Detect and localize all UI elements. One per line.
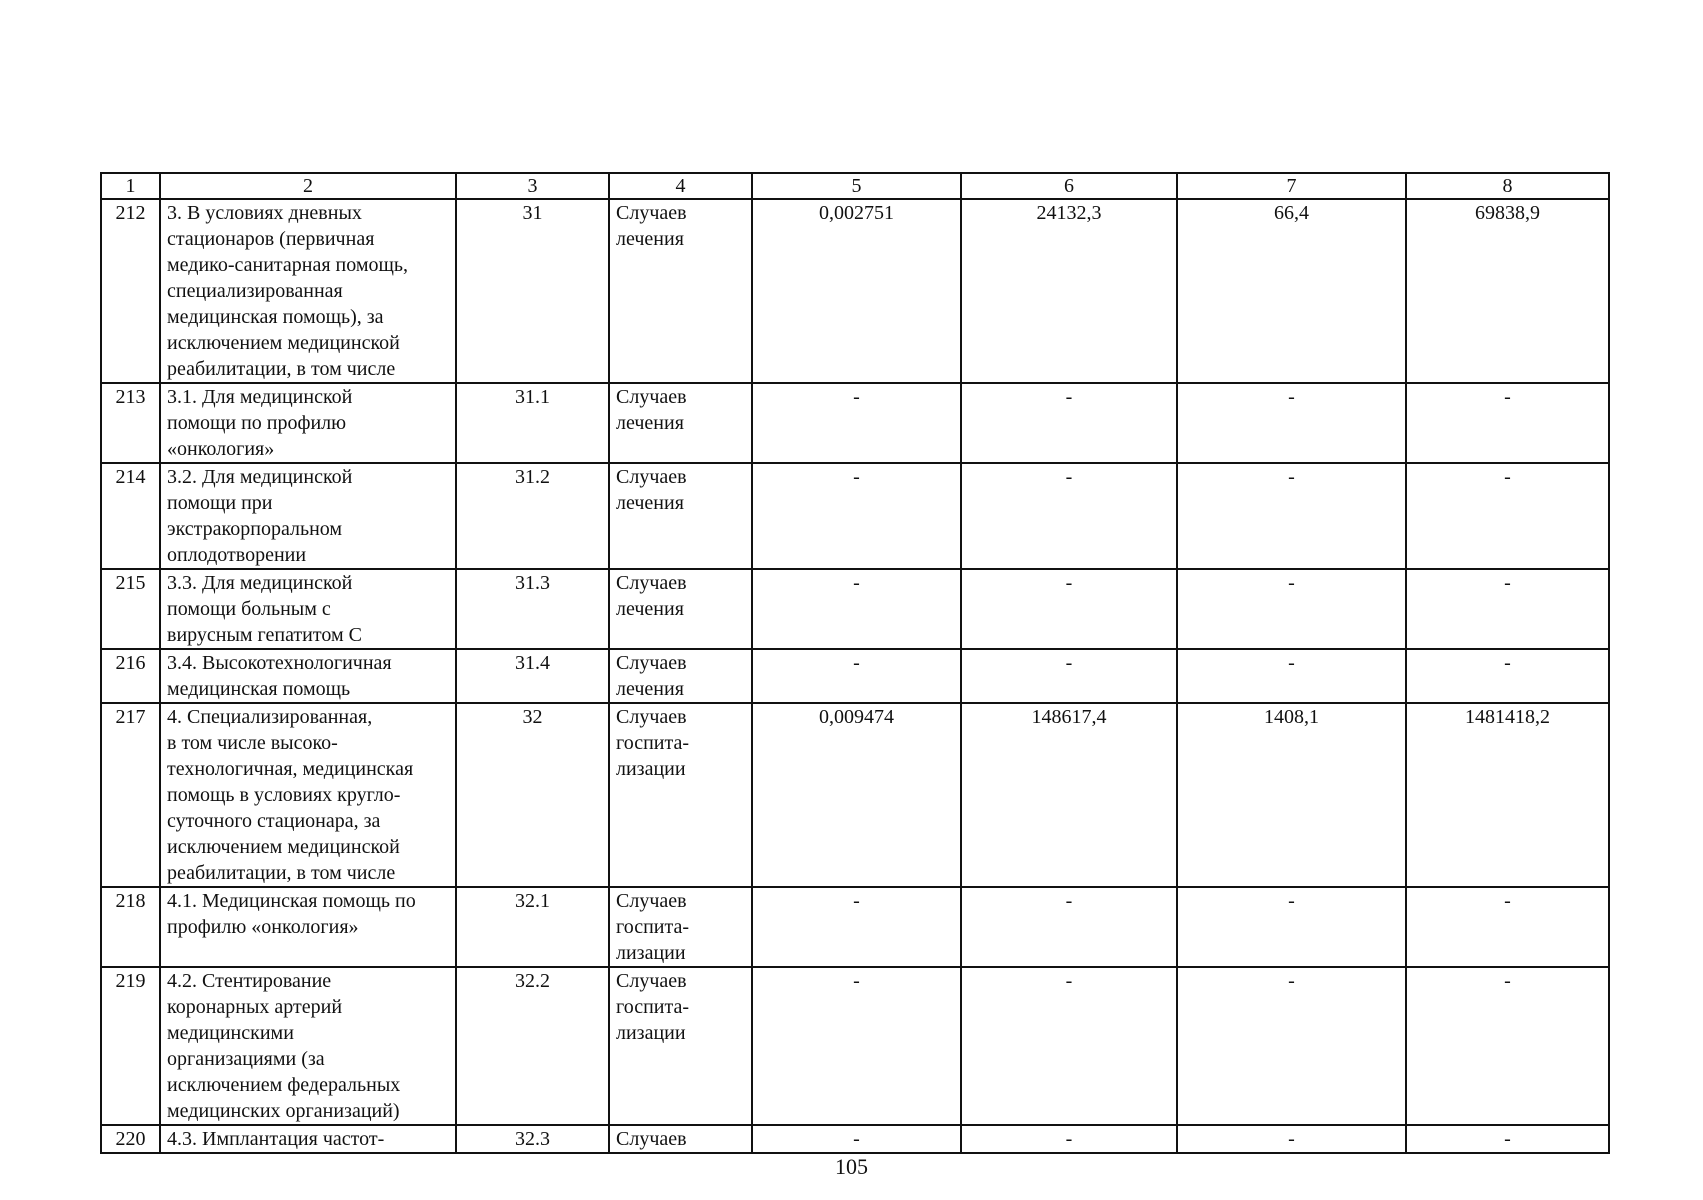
indicator-name-line: медицинская помощь: [167, 678, 351, 700]
value-cell-col7: -: [1177, 649, 1406, 703]
unit-line: лечения: [616, 412, 684, 434]
unit-cell: [609, 383, 752, 463]
table-row: [101, 199, 1609, 383]
indicator-name-line: 3.4. Высокотехнологичная: [167, 652, 392, 674]
table-header-row: [101, 173, 1609, 199]
unit-line: Случаев: [616, 572, 687, 594]
unit-line: Случаев: [616, 386, 687, 408]
unit-cell: [609, 569, 752, 649]
indicator-name-line: технологичная, медицинская: [167, 758, 414, 780]
value-cell-col8: -: [1406, 967, 1609, 1125]
unit-line: лизации: [616, 942, 686, 964]
value-cell-col6: 148617,4: [961, 703, 1177, 887]
column-header-6: 6: [961, 173, 1177, 199]
unit-line: лизации: [616, 1022, 686, 1044]
indicator-name-line: 4.1. Медицинская помощь по: [167, 890, 416, 912]
value-cell-col8: -: [1406, 569, 1609, 649]
table-row: [101, 887, 1609, 967]
value-cell-col5: 0,002751: [752, 199, 961, 383]
table-body: [101, 173, 1609, 1153]
indicator-name-cell: [160, 887, 456, 967]
indicator-name-line: помощь в условиях кругло-: [167, 784, 401, 806]
value-cell-col5: -: [752, 649, 961, 703]
unit-line: Случаев: [616, 652, 687, 674]
value-cell-col5: -: [752, 569, 961, 649]
value-cell-col6: -: [961, 463, 1177, 569]
indicator-name-cell: [160, 649, 456, 703]
indicator-name-line: медицинских организаций): [167, 1100, 400, 1122]
indicator-name-line: исключением медицинской: [167, 332, 400, 354]
column-header-7: 7: [1177, 173, 1406, 199]
value-cell-col6: -: [961, 569, 1177, 649]
indicator-name-line: помощи при: [167, 492, 273, 514]
value-cell-col6: -: [961, 967, 1177, 1125]
value-cell-col8: -: [1406, 1125, 1609, 1153]
indicator-name-line: в том числе высоко-: [167, 732, 338, 754]
row-number-cell: 218: [101, 887, 160, 967]
indicator-name-line: 3.3. Для медицинской: [167, 572, 353, 594]
unit-line: лечения: [616, 228, 684, 250]
unit-line: Случаев: [616, 202, 687, 224]
value-cell-col8: 69838,9: [1406, 199, 1609, 383]
indicator-name-line: 3.1. Для медицинской: [167, 386, 353, 408]
value-cell-col7: -: [1177, 569, 1406, 649]
row-number-cell: 213: [101, 383, 160, 463]
value-cell-col5: -: [752, 383, 961, 463]
row-number-cell: 212: [101, 199, 160, 383]
unit-line: Случаев: [616, 706, 687, 728]
value-cell-col6: 24132,3: [961, 199, 1177, 383]
unit-line: Случаев: [616, 1128, 687, 1150]
value-cell-col6: -: [961, 1125, 1177, 1153]
column-header-4: 4: [609, 173, 752, 199]
value-cell-col6: -: [961, 887, 1177, 967]
value-cell-col7: 66,4: [1177, 199, 1406, 383]
indicator-name-line: медицинскими: [167, 1022, 294, 1044]
unit-line: лечения: [616, 678, 684, 700]
row-number-cell: 217: [101, 703, 160, 887]
unit-line: госпита-: [616, 916, 690, 938]
unit-cell: [609, 967, 752, 1125]
indicator-name-cell: [160, 463, 456, 569]
row-code-cell: 32: [456, 703, 609, 887]
indicator-name-line: реабилитации, в том числе: [167, 358, 396, 380]
indicator-name-line: медико-санитарная помощь,: [167, 254, 409, 276]
unit-line: госпита-: [616, 732, 690, 754]
indicator-name-line: помощи по профилю: [167, 412, 347, 434]
indicator-name-line: вирусным гепатитом С: [167, 624, 362, 646]
indicator-name-line: помощи больным с: [167, 598, 331, 620]
unit-cell: [609, 703, 752, 887]
indicator-name-cell: [160, 967, 456, 1125]
value-cell-col7: 1408,1: [1177, 703, 1406, 887]
indicator-name-line: суточного стационара, за: [167, 810, 381, 832]
indicator-name-line: исключением федеральных: [167, 1074, 401, 1096]
unit-line: лечения: [616, 598, 684, 620]
indicator-name-line: 4. Специализированная,: [167, 706, 373, 728]
table-row: [101, 463, 1609, 569]
column-header-3: 3: [456, 173, 609, 199]
value-cell-col5: 0,009474: [752, 703, 961, 887]
value-cell-col5: -: [752, 967, 961, 1125]
table-row: [101, 967, 1609, 1125]
unit-line: Случаев: [616, 466, 687, 488]
row-code-cell: 32.3: [456, 1125, 609, 1153]
row-code-cell: 31.2: [456, 463, 609, 569]
table-row: [101, 383, 1609, 463]
indicator-name-line: экстракорпоральном: [167, 518, 343, 540]
indicator-name-cell: [160, 703, 456, 887]
indicator-name-line: 4.3. Имплантация частот-: [167, 1128, 385, 1150]
value-cell-col7: -: [1177, 967, 1406, 1125]
unit-line: лечения: [616, 492, 684, 514]
indicator-name-line: реабилитации, в том числе: [167, 862, 396, 884]
unit-cell: [609, 199, 752, 383]
row-code-cell: 31.1: [456, 383, 609, 463]
row-code-cell: 31: [456, 199, 609, 383]
value-cell-col7: -: [1177, 463, 1406, 569]
value-cell-col8: -: [1406, 649, 1609, 703]
column-header-1: 1: [101, 173, 160, 199]
column-header-2: 2: [160, 173, 456, 199]
unit-cell: [609, 1125, 752, 1153]
indicator-name-line: медицинская помощь), за: [167, 306, 384, 328]
row-code-cell: 31.3: [456, 569, 609, 649]
row-number-cell: 219: [101, 967, 160, 1125]
value-cell-col5: -: [752, 1125, 961, 1153]
page-number: 105: [835, 1154, 868, 1179]
unit-line: Случаев: [616, 890, 687, 912]
indicator-name-line: специализированная: [167, 280, 343, 302]
unit-cell: [609, 887, 752, 967]
unit-cell: [609, 649, 752, 703]
column-header-8: 8: [1406, 173, 1609, 199]
indicator-name-line: профилю «онкология»: [167, 916, 359, 938]
value-cell-col7: -: [1177, 887, 1406, 967]
row-code-cell: 32.1: [456, 887, 609, 967]
value-cell-col8: -: [1406, 463, 1609, 569]
value-cell-col8: -: [1406, 383, 1609, 463]
unit-cell: [609, 463, 752, 569]
indicator-name-line: исключением медицинской: [167, 836, 400, 858]
row-code-cell: 32.2: [456, 967, 609, 1125]
indicator-name-line: 4.2. Стентирование: [167, 970, 332, 992]
table-row: [101, 569, 1609, 649]
value-cell-col8: -: [1406, 887, 1609, 967]
indicator-name-line: организациями (за: [167, 1048, 325, 1070]
value-cell-col5: -: [752, 887, 961, 967]
column-header-5: 5: [752, 173, 961, 199]
value-cell-col6: -: [961, 383, 1177, 463]
unit-line: Случаев: [616, 970, 687, 992]
table-row: [101, 1125, 1609, 1153]
table-row: [101, 649, 1609, 703]
indicator-name-cell: [160, 569, 456, 649]
unit-line: госпита-: [616, 996, 690, 1018]
indicator-name-cell: [160, 1125, 456, 1153]
row-number-cell: 220: [101, 1125, 160, 1153]
value-cell-col5: -: [752, 463, 961, 569]
indicator-name-cell: [160, 383, 456, 463]
row-code-cell: 31.4: [456, 649, 609, 703]
value-cell-col7: -: [1177, 1125, 1406, 1153]
row-number-cell: 216: [101, 649, 160, 703]
value-cell-col8: 1481418,2: [1406, 703, 1609, 887]
indicator-name-line: коронарных артерий: [167, 996, 343, 1018]
row-number-cell: 214: [101, 463, 160, 569]
value-cell-col6: -: [961, 649, 1177, 703]
indicator-name-line: 3. В условиях дневных: [167, 202, 362, 224]
indicator-name-line: стационаров (первичная: [167, 228, 375, 250]
row-number-cell: 215: [101, 569, 160, 649]
indicator-name-line: «онкология»: [167, 438, 275, 460]
data-table: [100, 172, 1610, 1154]
indicator-name-line: оплодотворении: [167, 544, 307, 566]
value-cell-col7: -: [1177, 383, 1406, 463]
indicator-name-cell: [160, 199, 456, 383]
unit-line: лизации: [616, 758, 686, 780]
table-row: [101, 703, 1609, 887]
indicator-name-line: 3.2. Для медицинской: [167, 466, 353, 488]
